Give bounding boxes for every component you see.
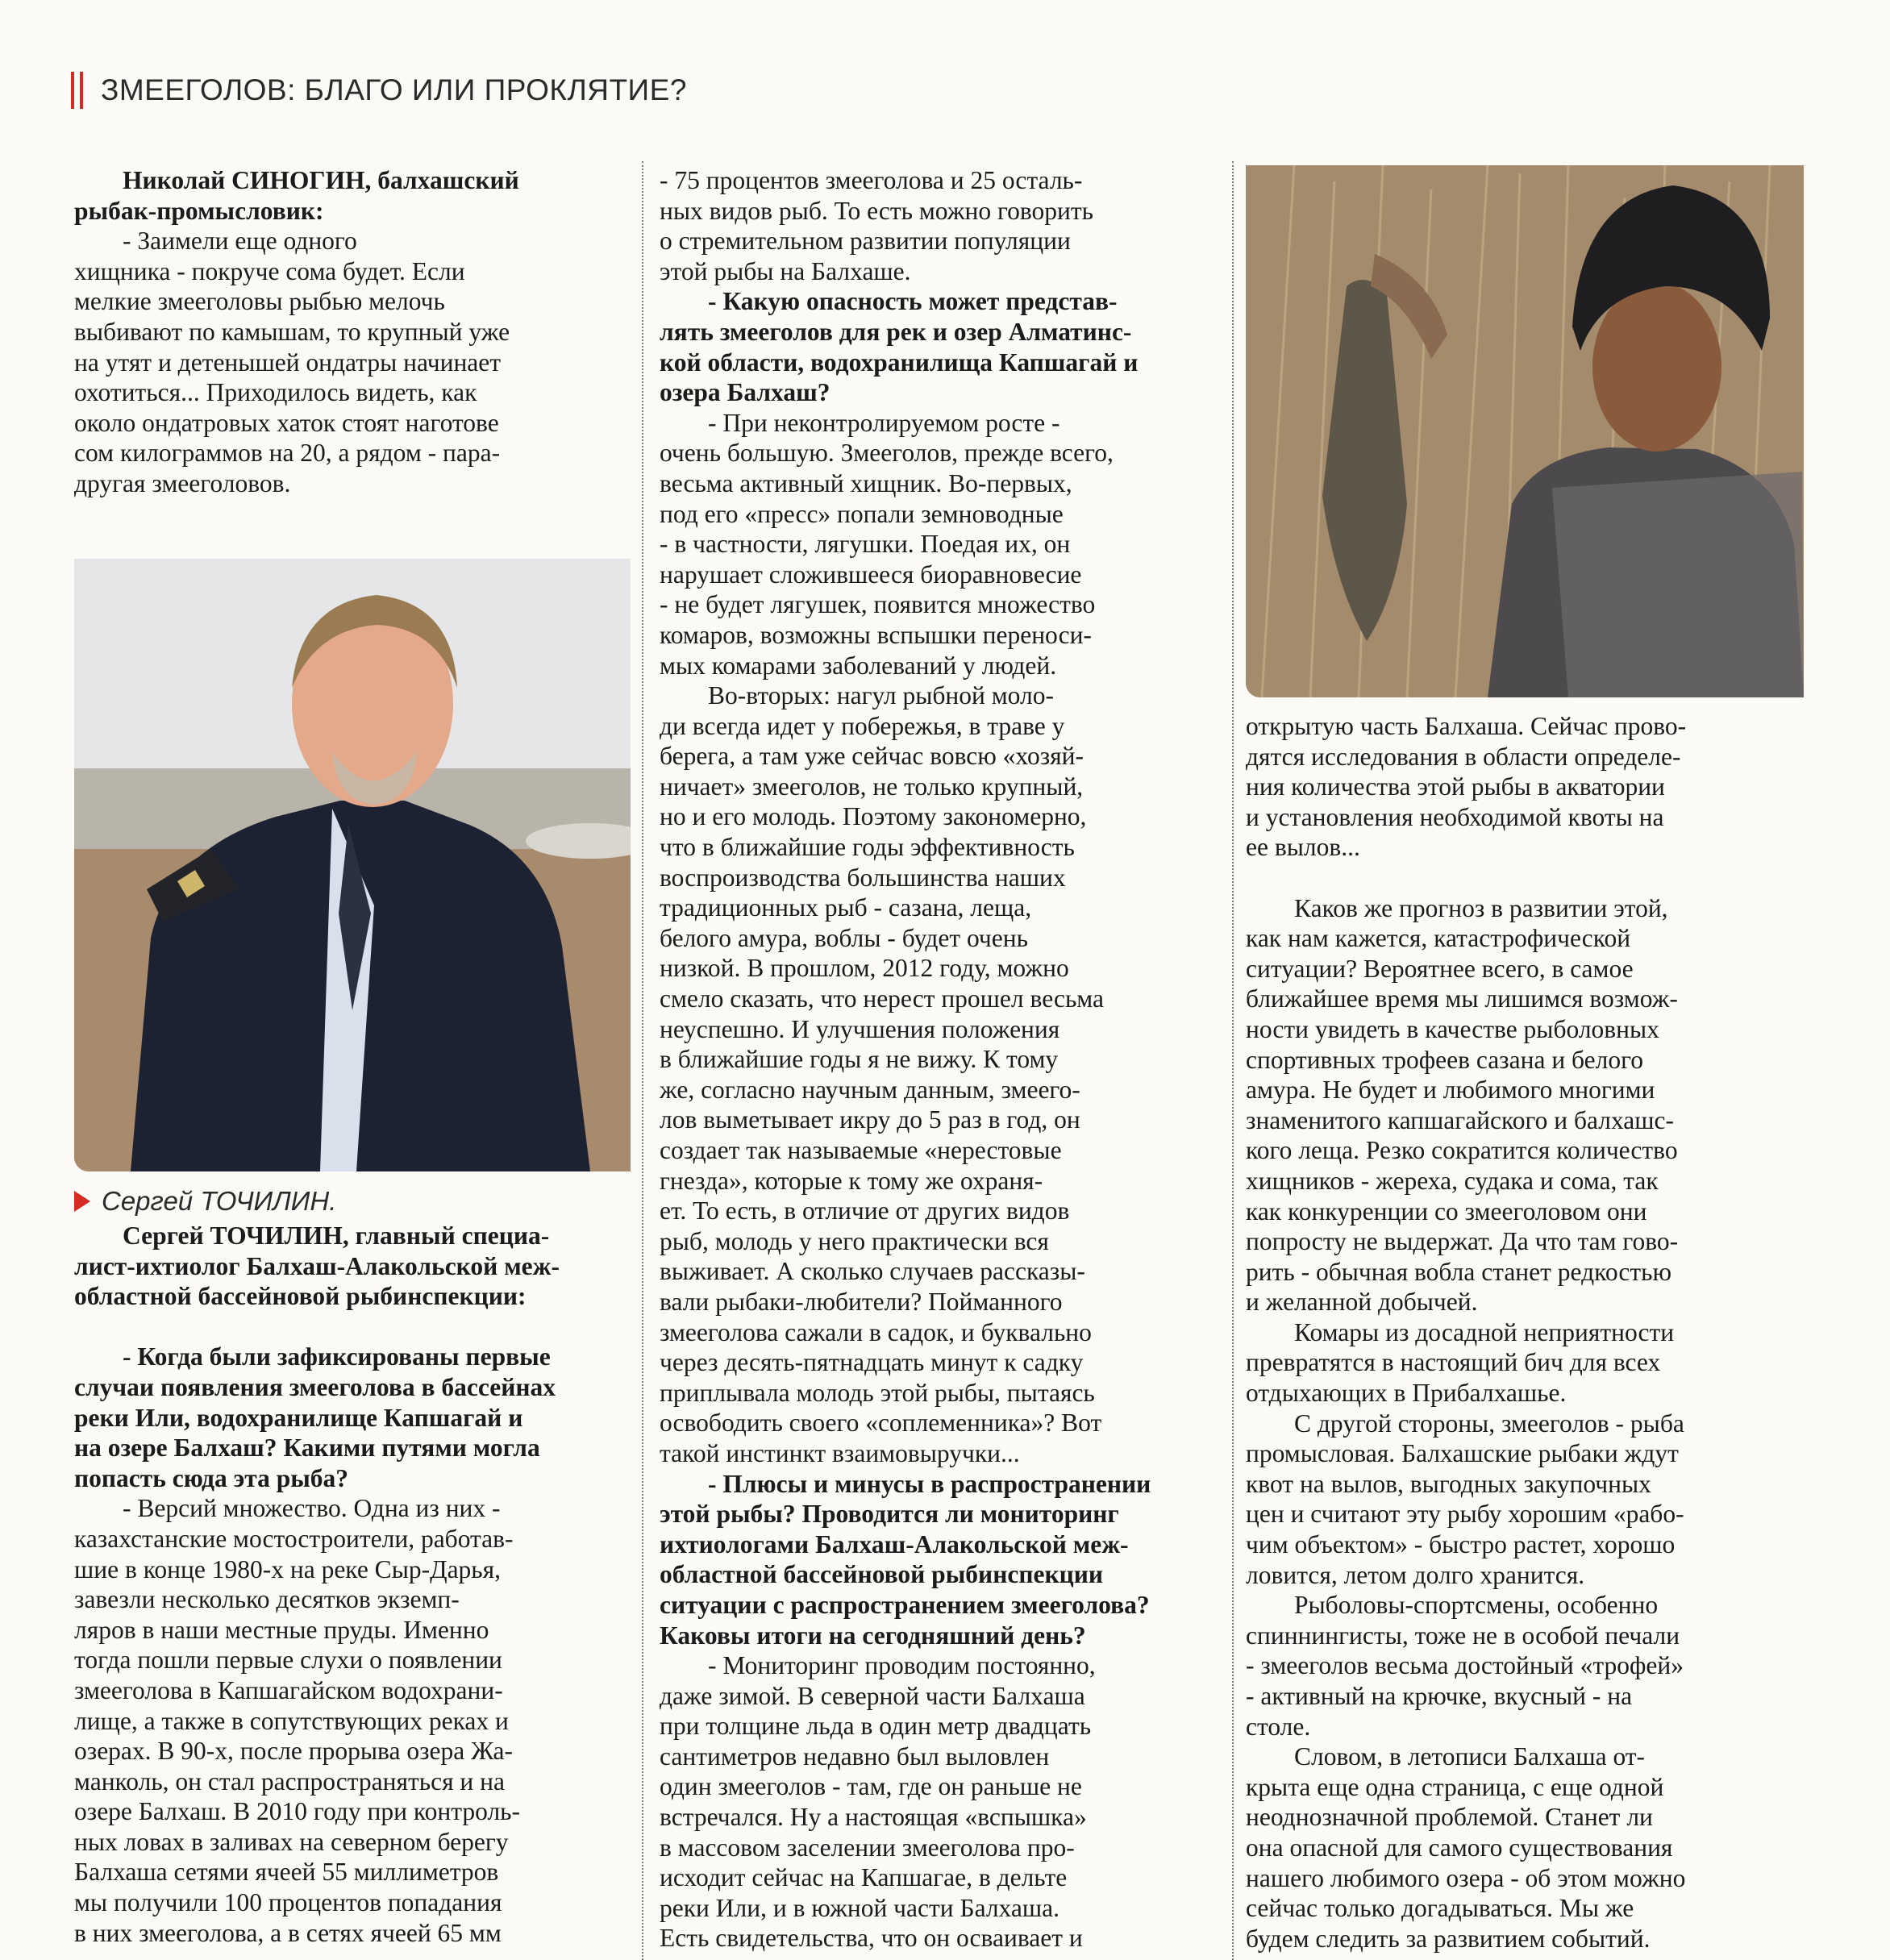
page-title: ЗМЕЕГОЛОВ: БЛАГО ИЛИ ПРОКЛЯТИЕ? (101, 73, 687, 106)
text-line: завезли несколько десятков экземп- (74, 1585, 460, 1614)
text-line: нарушает сложившееся биоравновесие (660, 560, 1082, 589)
text-line: Сергей ТОЧИЛИН, главный специа- (123, 1221, 550, 1250)
column-divider (1232, 161, 1234, 1960)
text-line: гнезда», которые к тому же охраня- (660, 1166, 1043, 1195)
text-line: Каковы итоги на сегодняшний день? (660, 1621, 1086, 1650)
text-line: промысловая. Балхашские рыбаки ждут (1246, 1439, 1679, 1468)
page-header (71, 66, 687, 114)
text-line: Комары из досадной неприятности (1294, 1317, 1675, 1346)
text-line: квот на вылов, выгодных закупочных (1246, 1469, 1651, 1498)
text-line: ловится, летом долго хранится. (1246, 1560, 1585, 1589)
text-line: ди всегда идет у побережья, в траве у (660, 711, 1065, 740)
text-line: мых комарами заболеваний у людей. (660, 651, 1057, 680)
text-line: сом килограммов на 20, а рядом - пара- (74, 439, 501, 468)
text-line: - Когда были зафиксированы первые (123, 1342, 551, 1371)
text-line: как конкуренции со змееголовом они (1246, 1196, 1647, 1226)
photo-fisherman-with-snakehead (1246, 165, 1804, 697)
text-line: ляров в наши местные пруды. Именно (74, 1615, 489, 1644)
text-line: освободить своего «соплеменника»? Вот (660, 1409, 1102, 1438)
text-line: превратятся в настоящий бич для всех (1246, 1348, 1661, 1377)
text-line: Во-вторых: нагул рыбной моло- (708, 681, 1054, 710)
text-line: Словом, в летописи Балхаша от- (1294, 1742, 1646, 1771)
text-line: в массовом заселении змееголова про- (660, 1833, 1075, 1862)
text-line: шие в конце 1980-х на реке Сыр-Дарья, (74, 1554, 502, 1583)
text-line: встречался. Ну а настоящая «вспышка» (660, 1803, 1087, 1832)
text-line: под его «пресс» попали земноводные (660, 499, 1064, 528)
text-line: случаи появления змееголова в бассейнах (74, 1372, 556, 1401)
text-line: что в ближайшие годы эффективность (660, 833, 1075, 862)
text-line: она опасной для самого существования (1246, 1833, 1673, 1862)
text-line: в ближайшие годы я не вижу. К тому (660, 1045, 1059, 1074)
text-line: один змееголов - там, где он раньше не (660, 1772, 1082, 1801)
text-line: - не будет лягушек, появится множество (660, 590, 1096, 619)
text-line: лист-ихтиолог Балхаш-Алакольской меж- (74, 1251, 560, 1280)
article-column-3 (1246, 711, 1686, 1954)
text-line: Есть свидетельства, что он осваивает и (660, 1924, 1083, 1953)
text-line: спиннингисты, тоже не в особой печали (1246, 1621, 1680, 1650)
text-line: - Плюсы и минусы в распространении (708, 1469, 1151, 1498)
article-column-1-bottom (74, 1221, 560, 1948)
text-line: этой рыбы? Проводится ли мониторинг (660, 1500, 1119, 1529)
text-line: крыта еще одна страница, с еще одной (1246, 1772, 1664, 1801)
text-line: ных видов рыб. То есть можно говорить (660, 196, 1094, 225)
text-line: очень большую. Змееголов, прежде всего, (660, 439, 1114, 468)
text-line: - змееголов весьма достойный «трофей» (1246, 1651, 1684, 1680)
text-line: о стремительном развитии популяции (660, 227, 1071, 256)
text-line: спортивных трофеев сазана и белого (1246, 1045, 1644, 1074)
text-line: озерах. В 90-х, после прорыва озера Жа- (74, 1737, 514, 1766)
text-line: и желанной добычей. (1246, 1288, 1478, 1317)
text-line: ситуации с распространением змееголова? (660, 1590, 1150, 1619)
header-accent-bars (71, 72, 83, 109)
text-line: хищника - покруче сома будет. Если (74, 256, 465, 285)
text-line: попросту не выдержат. Да что там гово- (1246, 1227, 1679, 1256)
text-line: открытую часть Балхаша. Сейчас прово- (1246, 712, 1687, 740)
text-line: неоднозначной проблемой. Станет ли (1246, 1803, 1653, 1832)
text-line: низкой. В прошлом, 2012 году, можно (660, 954, 1069, 983)
text-line: ситуации? Вероятнее всего, в самое (1246, 954, 1634, 983)
text-line: тогда пошли первые слухи о появлении (74, 1646, 502, 1675)
text-line: приплывала молодь этой рыбы, пытаясь (660, 1378, 1095, 1407)
text-line: ния количества этой рыбы в акватории (1246, 772, 1665, 801)
text-line: реки Или, и в южной части Балхаша. (660, 1893, 1059, 1922)
caption-marker-icon (74, 1191, 90, 1212)
text-line: ничает» змееголов, не только крупный, (660, 772, 1084, 801)
text-line: мелкие змееголовы рыбью мелочь (74, 287, 445, 316)
text-line: берега, а там уже сейчас вовсю «хозяй- (660, 742, 1084, 771)
text-line: хищников - жереха, судака и сома, так (1246, 1166, 1659, 1195)
portrait-illustration (74, 559, 631, 1171)
text-line: и установления необходимой квоты на (1246, 802, 1664, 831)
text-line: создает так называемые «нерестовые (660, 1136, 1062, 1164)
text-line (1246, 863, 1686, 893)
text-line: - Мониторинг проводим постоянно, (708, 1651, 1096, 1680)
text-line: смело сказать, что нерест прошел весьма (660, 984, 1105, 1013)
text-line: попасть сюда эта рыба? (74, 1463, 349, 1492)
text-line: - При неконтролируемом росте - (708, 408, 1060, 437)
text-line: реки Или, водохранилище Капшагай и (74, 1403, 523, 1432)
text-line: ихтиологами Балхаш-Алакольской меж- (660, 1529, 1129, 1558)
text-line: Рыболовы-спортсмены, особенно (1294, 1591, 1659, 1620)
text-line: Николай СИНОГИН, балхашский (123, 166, 519, 194)
text-line: исходит сейчас на Капшагае, в дельте (660, 1863, 1068, 1892)
text-line: ности увидеть в качестве рыболовных (1246, 1014, 1659, 1043)
text-line: сейчас только догадываться. Мы же (1246, 1894, 1634, 1923)
text-line: рыбак-промысловик: (74, 196, 324, 225)
text-line: в них змееголова, а в сетях ячеей 65 мм (74, 1918, 502, 1947)
text-line: - Заимели еще одного (123, 227, 357, 256)
text-line: - в частности, лягушки. Поедая их, он (660, 530, 1071, 559)
text-line: - активный на крючке, вкусный - на (1246, 1682, 1633, 1710)
text-line: белого амура, воблы - будет очень (660, 923, 1028, 952)
article-column-1-top (74, 165, 519, 499)
text-line: ных ловах в заливах на северном берегу (74, 1827, 509, 1856)
text-line: рить - обычная вобла станет редкостью (1246, 1257, 1672, 1286)
text-line: С другой стороны, змееголов - рыба (1294, 1409, 1684, 1438)
text-line: областной бассейновой рыбинспекции: (74, 1282, 527, 1311)
text-line: чим объектом» - быстро растет, хорошо (1246, 1530, 1676, 1559)
text-line: дятся исследования в области определе- (1246, 742, 1681, 771)
text-line: через десять-пятнадцать минут к садку (660, 1348, 1084, 1377)
fisherman-illustration (1246, 165, 1804, 697)
text-line: выживает. А сколько случаев рассказы- (660, 1257, 1085, 1286)
column-divider (642, 161, 643, 1960)
text-line: будем следить за развитием событий. (1246, 1924, 1651, 1953)
text-line: лище, а также в сопутствующих реках и (74, 1706, 509, 1735)
text-line: на утят и детенышей ондатры начинает (74, 347, 502, 377)
text-line: мы получили 100 процентов попадания (74, 1888, 502, 1917)
text-line: неуспешно. И улучшения положения (660, 1014, 1060, 1043)
text-line: манколь, он стал распространяться и на (74, 1766, 506, 1796)
text-line: областной бассейновой рыбинспекции (660, 1560, 1104, 1589)
text-line: амура. Не будет и любимого многими (1246, 1076, 1655, 1105)
text-line: змееголова в Капшагайском водохрани- (74, 1675, 503, 1704)
text-line: этой рыбы на Балхаше. (660, 256, 911, 285)
text-line: ет. То есть, в отличие от других видов (660, 1196, 1070, 1226)
text-line: казахстанские мостостроители, работав- (74, 1524, 514, 1553)
text-line: охотиться... Приходилось видеть, как (74, 378, 477, 407)
text-line: другая змееголовов. (74, 468, 291, 497)
text-line: озера Балхаш? (660, 378, 831, 407)
text-line: кого леща. Резко сократится количество (1246, 1136, 1678, 1165)
text-line: озере Балхаш. В 2010 году при контроль- (74, 1797, 521, 1826)
text-line: даже зимой. В северной части Балхаша (660, 1681, 1085, 1710)
text-line: выбивают по камышам, то крупный уже (74, 317, 510, 346)
text-line: Каков же прогноз в развитии этой, (1294, 893, 1668, 922)
text-line: такой инстинкт взаимовыручки... (660, 1438, 1020, 1467)
text-line: же, согласно научным данным, змеего- (660, 1075, 1080, 1104)
text-line: вали рыбаки-любители? Пойманного (660, 1287, 1063, 1316)
text-line: Балхаша сетями ячеей 55 миллиметров (74, 1858, 499, 1887)
photo-sergey-tochilin (74, 559, 631, 1171)
text-line: цен и считают эту рыбу хорошим «рабо- (1246, 1500, 1684, 1529)
text-line: ее вылов... (1246, 833, 1360, 862)
text-line: но и его молодь. Поэтому закономерно, (660, 802, 1087, 831)
text-line: традиционных рыб - сазана, леща, (660, 893, 1032, 922)
text-line: комаров, возможны вспышки переноси- (660, 620, 1092, 649)
text-line: - 75 процентов змееголова и 25 осталь- (660, 166, 1083, 194)
text-line: рыб, молодь у него практически вся (660, 1226, 1049, 1255)
text-line: ближайшее время мы лишимся возмож- (1246, 984, 1678, 1013)
text-line: змееголова сажали в садок, и буквально (660, 1317, 1092, 1346)
text-line: около ондатровых хаток стоят наготове (74, 408, 499, 437)
text-line: - Версий множество. Одна из них - (123, 1494, 501, 1523)
text-line: на озере Балхаш? Какими путями могла (74, 1434, 540, 1463)
text-line: лять змееголов для рек и озер Алматинс- (660, 317, 1132, 346)
text-line: при толщине льда в один метр двадцать (660, 1712, 1092, 1741)
text-line: отдыхающих в Прибалхашье. (1246, 1379, 1567, 1408)
text-line: кой области, водохранилища Капшагай и (660, 347, 1139, 377)
photo-caption (74, 1184, 336, 1219)
article-column-2 (660, 165, 1151, 1954)
text-line: - Какую опасность может представ- (708, 287, 1118, 316)
text-line: как нам кажется, катастрофической (1246, 924, 1631, 953)
text-line: воспроизводства большинства наших (660, 863, 1066, 892)
text-line: столе. (1246, 1712, 1311, 1741)
text-line: лов выметывает икру до 5 раз в год, он (660, 1105, 1080, 1134)
text-line: нашего любимого озера - об этом можно (1246, 1863, 1686, 1892)
text-line: сантиметров недавно был выловлен (660, 1742, 1050, 1771)
text-line (74, 1312, 560, 1342)
photo-caption-text: Сергей ТОЧИЛИН. (102, 1186, 337, 1216)
text-line: весьма активный хищник. Во-первых, (660, 468, 1072, 497)
text-line: знаменитого капшагайского и балхашс- (1246, 1105, 1674, 1134)
